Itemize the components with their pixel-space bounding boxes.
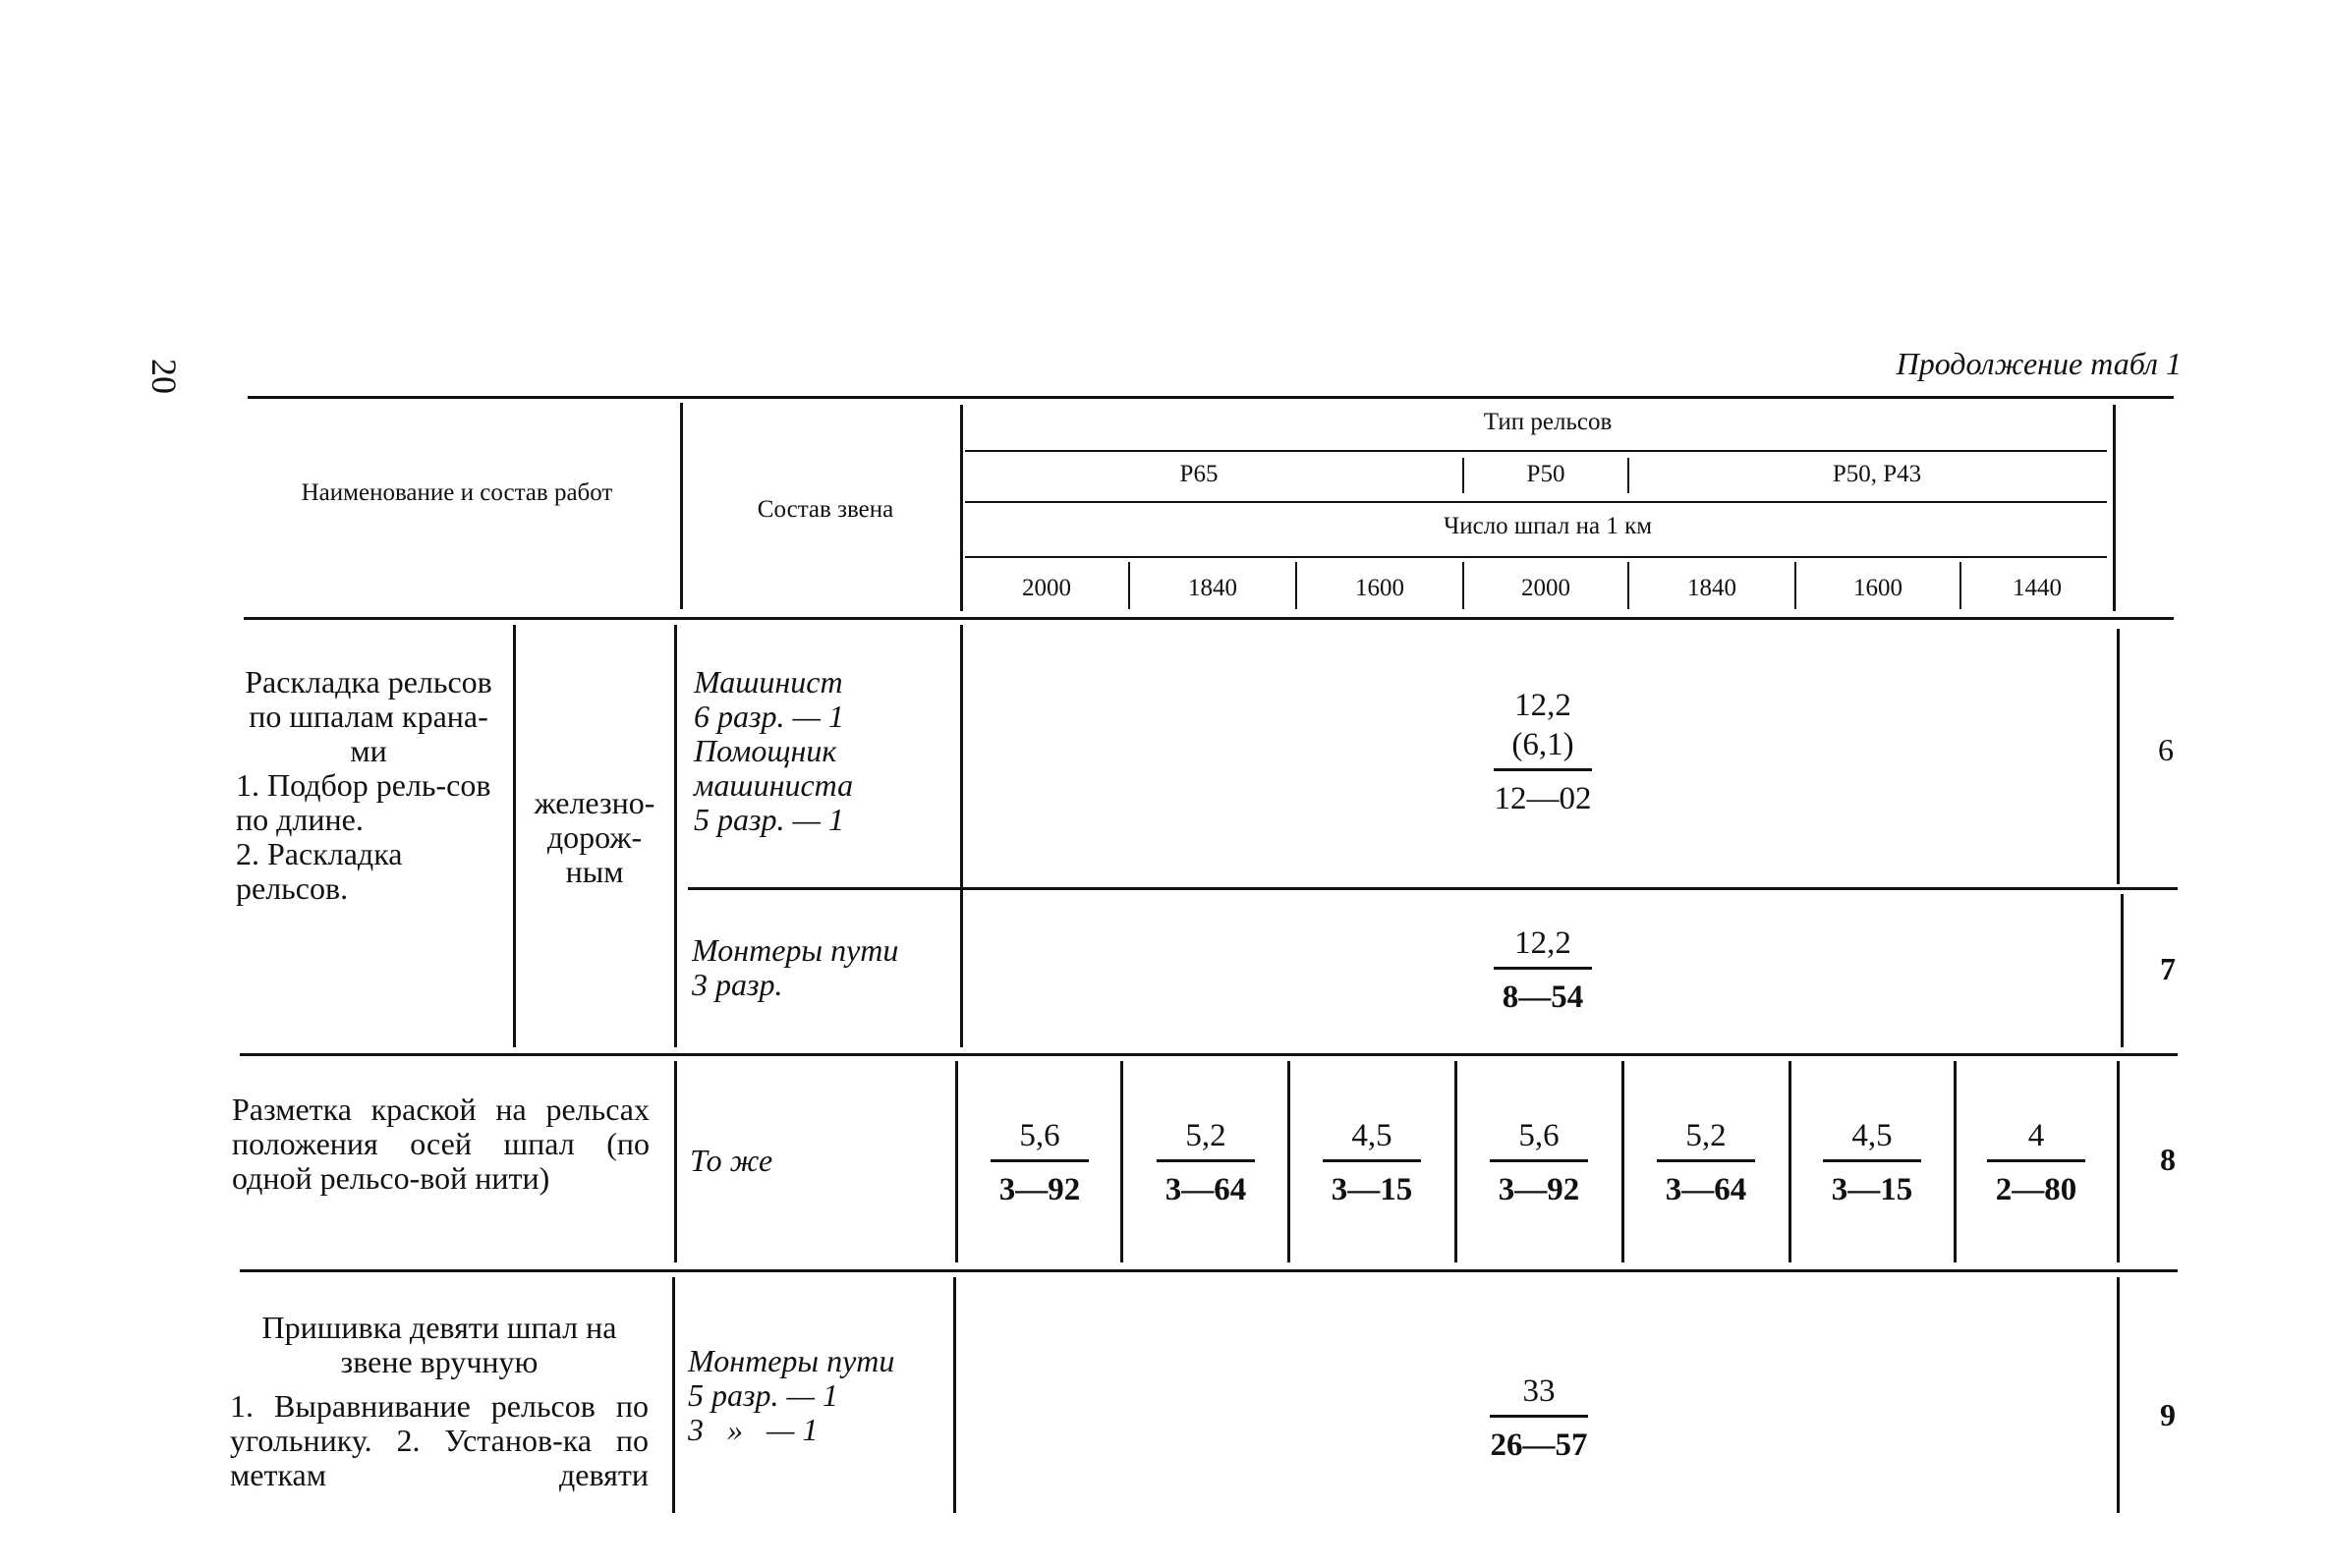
row2-col-sep (1621, 1061, 1624, 1262)
row1a-number: 6 (2158, 732, 2174, 767)
row3-value-divider (953, 1277, 956, 1513)
header-divider-2 (960, 405, 963, 611)
row1-work-steps: 1. Подбор рель-сов по длине. 2. Раскладка рельсов. (236, 767, 491, 906)
page-number: 20 (144, 359, 184, 394)
value-numerator: 5,2 (1185, 1118, 1226, 1153)
value-numerator: 4 (2027, 1118, 2045, 1153)
fraction-bar (1657, 1159, 1755, 1162)
value-numerator: 5,2 (1685, 1118, 1727, 1153)
value-denominator: 3—15 (1831, 1172, 1913, 1207)
fraction-bar (1494, 967, 1592, 970)
row1b-number: 7 (2160, 951, 2176, 986)
value-paren: (6,1) (1511, 727, 1574, 762)
sleeper-count: 1600 (1355, 575, 1404, 601)
sleepers-rule (965, 556, 2107, 558)
header-divider-right (2113, 405, 2116, 611)
fraction-bar (1490, 1159, 1588, 1162)
row3-work-title: Пришивка девяти шпал на звене вручную (261, 1310, 617, 1379)
row3-crew: Монтеры пути 5 разр. — 1 3 » — 1 (688, 1343, 895, 1447)
row2-col-sep (1287, 1061, 1290, 1262)
header-sleepers: Число шпал на 1 км (1443, 513, 1653, 539)
header-crew: Состав звена (757, 496, 894, 523)
header-bottom-rule (244, 617, 2174, 620)
value-denominator: 2—80 (1995, 1172, 2077, 1207)
row2-value (1803, 1116, 1941, 1209)
row1-work-divider (513, 625, 516, 1047)
header-work: Наименование и состав работ (301, 479, 613, 506)
row3-work (230, 1311, 649, 1492)
rail-type-rule (965, 450, 2107, 452)
row2-work: Разметка краской на рельсах положения осей шпал (по одной рельсо-вой нити) (232, 1092, 650, 1196)
value-denominator: 3—64 (1665, 1172, 1747, 1207)
row1-value-divider (960, 625, 963, 1047)
value-numerator: 5,6 (1019, 1118, 1060, 1153)
top-rule (248, 396, 2174, 399)
subrow-rule (688, 887, 2178, 890)
row2-work-divider (674, 1061, 677, 1262)
row1-work (236, 665, 501, 906)
row2-value (1137, 1116, 1275, 1209)
row2-crew: То же (690, 1143, 773, 1178)
row1-number-divider (2117, 629, 2120, 884)
row2-value (1303, 1116, 1441, 1209)
value-numerator: 4,5 (1851, 1118, 1893, 1153)
value-numerator: 12,2 (1514, 925, 1571, 961)
row2-value (1967, 1116, 2105, 1209)
header-divider-1 (680, 403, 683, 609)
row1a-value (1474, 686, 1612, 818)
row3-number: 9 (2160, 1397, 2176, 1432)
row1a-crew: Машинист 6 разр. — 1 Помощник машиниста 5 разр. — 1 (694, 664, 854, 837)
value-denominator: 3—15 (1331, 1172, 1413, 1207)
value-denominator: 3—64 (1164, 1172, 1247, 1207)
continuation-label: Продолжение табл 1 (1896, 346, 2182, 381)
sleeper-count: 1600 (1853, 575, 1902, 601)
row1-number-divider-b (2121, 894, 2124, 1047)
row2-value (1637, 1116, 1775, 1209)
row3-number-divider (2117, 1277, 2120, 1513)
sleeper-count: 1440 (2013, 575, 2062, 601)
value-denominator: 8—54 (1502, 980, 1584, 1015)
rail-group-r50: Р50 (1526, 461, 1565, 487)
sleeper-count: 1840 (1687, 575, 1736, 601)
value-denominator: 12—02 (1494, 781, 1592, 816)
row3-work-divider (672, 1277, 675, 1513)
group-sep-2 (1627, 458, 1629, 493)
row-separator (240, 1053, 2178, 1056)
row2-col-sep (1789, 1061, 1791, 1262)
header-rail-type: Тип рельсов (1483, 409, 1613, 435)
value-numerator: 12,2 (1514, 688, 1571, 723)
row1-crane-type: железно-дорож-ным (534, 785, 655, 889)
sleeper-count: 2000 (1521, 575, 1570, 601)
rail-group-rule (965, 501, 2107, 503)
value-numerator: 33 (1522, 1373, 1556, 1409)
fraction-bar (1157, 1159, 1255, 1162)
value-numerator: 4,5 (1351, 1118, 1392, 1153)
row2-col-sep (1954, 1061, 1957, 1262)
value-denominator: 26—57 (1490, 1428, 1588, 1463)
sleeper-count: 1840 (1188, 575, 1237, 601)
value-numerator: 5,6 (1518, 1118, 1560, 1153)
rail-group-r65: Р65 (1179, 461, 1219, 487)
sleeper-count: 2000 (1022, 575, 1071, 601)
row1b-crew: Монтеры пути 3 разр. (692, 932, 899, 1002)
fraction-bar (991, 1159, 1089, 1162)
row3-work-steps: 1. Выравнивание рельсов по угольнику. 2. Установ-ка по меткам девяти (230, 1388, 649, 1492)
value-denominator: 3—92 (1498, 1172, 1580, 1207)
row1-crane-divider (674, 625, 677, 1047)
row2-number-divider (2117, 1061, 2120, 1262)
fraction-bar (1490, 1415, 1588, 1418)
rail-group-r50-r43: Р50, Р43 (1832, 461, 1922, 487)
row2-number: 8 (2160, 1142, 2176, 1177)
row2-col-sep (1454, 1061, 1457, 1262)
row2-col-sep (1120, 1061, 1123, 1262)
row2-value (971, 1116, 1108, 1209)
fraction-bar (1987, 1159, 2085, 1162)
fraction-bar (1494, 768, 1592, 771)
fraction-bar (1323, 1159, 1421, 1162)
row3-value (1470, 1372, 1608, 1465)
row1b-value (1474, 924, 1612, 1017)
fraction-bar (1823, 1159, 1921, 1162)
row-separator (240, 1269, 2178, 1272)
row1-work-title: Раскладка рельсов по шпалам крана-ми (245, 664, 492, 768)
value-denominator: 3—92 (998, 1172, 1081, 1207)
row2-value-divider (955, 1061, 958, 1262)
row2-value (1470, 1116, 1608, 1209)
